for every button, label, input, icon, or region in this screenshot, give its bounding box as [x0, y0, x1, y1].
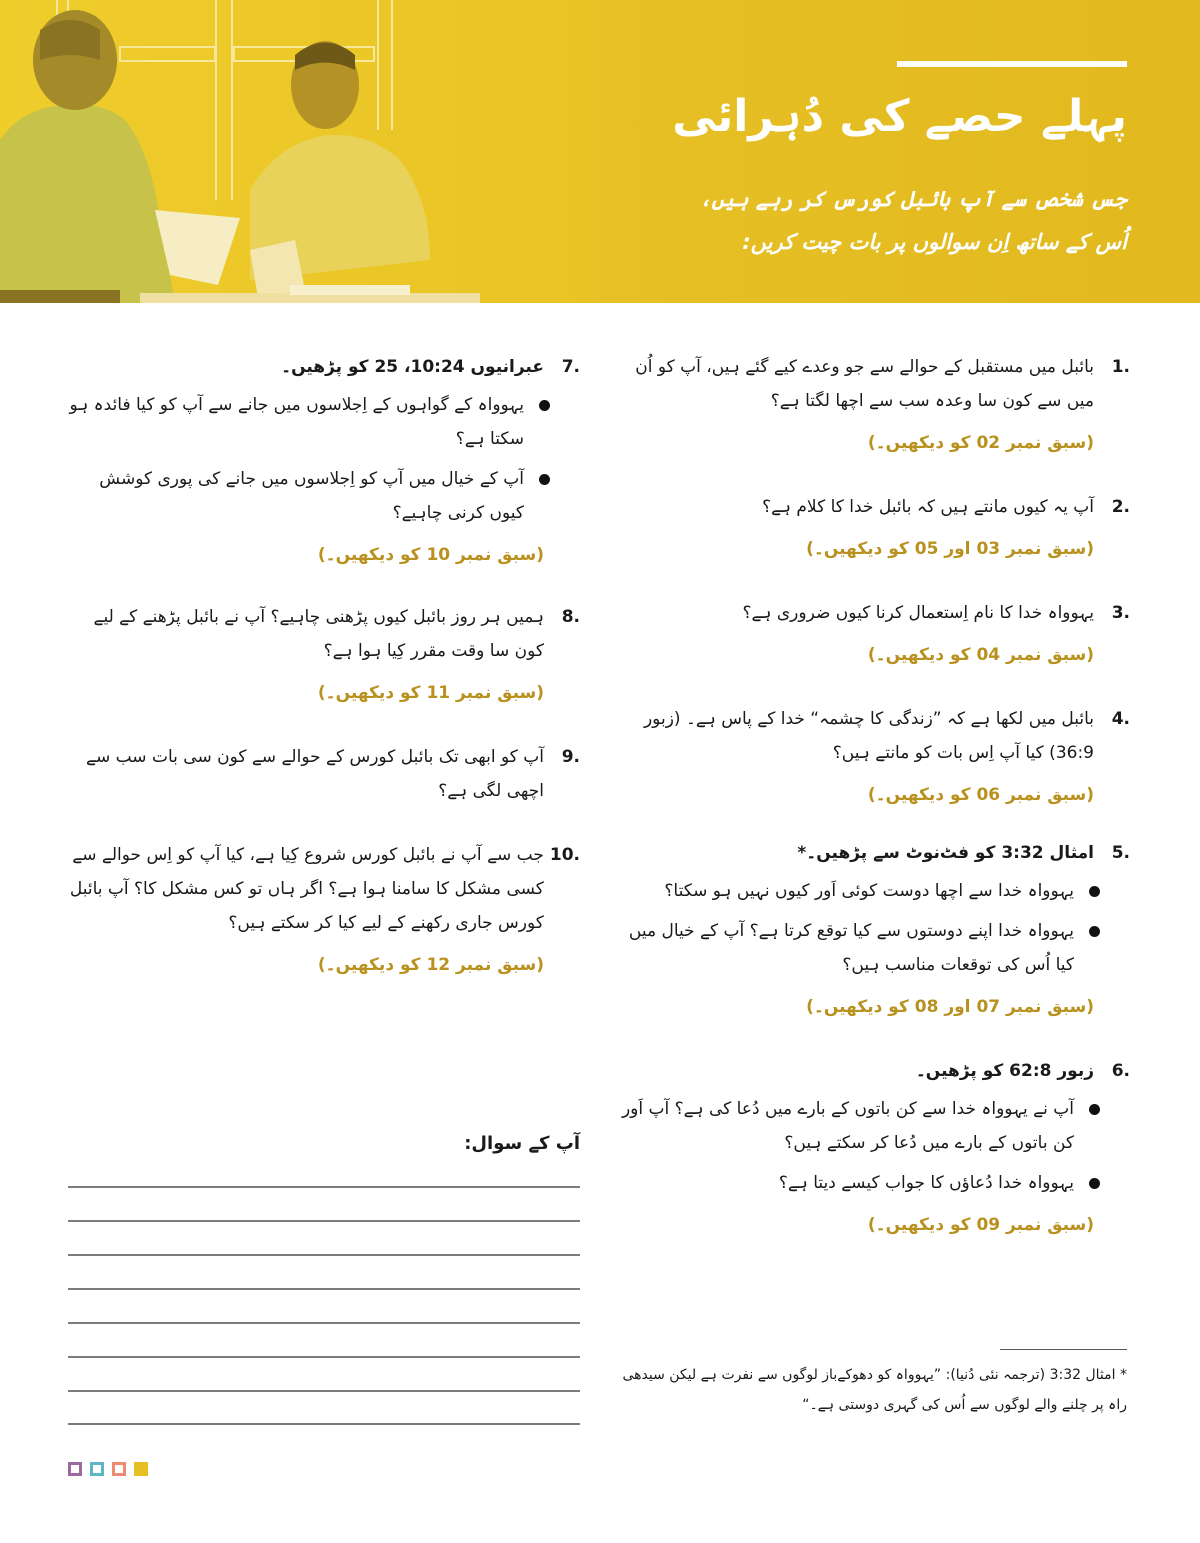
- lesson-reference: (سبق نمبر 12 کو دیکھیں۔): [317, 955, 544, 975]
- bullet-icon: [1089, 886, 1100, 897]
- question-9: [60, 740, 580, 808]
- bullet-text: یہوواہ خدا سے اچھا دوست کوئی اَور کیوں نہیں ہو سکتا؟: [664, 881, 1074, 901]
- bullet-icon: [1089, 926, 1100, 937]
- question-3: [620, 596, 1130, 672]
- lesson-reference: (سبق نمبر 03 اور 05 کو دیکھیں۔): [806, 539, 1094, 559]
- your-questions-title: آپ کے سوال:: [464, 1133, 580, 1154]
- two-men-bible-study-illustration: [0, 0, 600, 303]
- question-number: 1.: [1111, 357, 1130, 377]
- writing-line[interactable]: [68, 1390, 580, 1392]
- bullet-icon: [539, 400, 550, 411]
- question-number: 3.: [1111, 603, 1130, 623]
- writing-line[interactable]: [68, 1254, 580, 1256]
- question-text: یہوواہ خدا کا نام اِستعمال کرنا کیوں ضروری ہے؟: [742, 603, 1094, 623]
- header-banner: [0, 0, 1200, 303]
- header-rule: [897, 61, 1127, 67]
- subtitle-line-1: جس شخص سے آپ بائبل کورس کر رہے ہیں،: [699, 187, 1127, 211]
- footnote: * امثال 3:32 (ترجمہ نئی دُنیا): ”یہوواہ کو دھوکے‌باز لوگوں سے نفرت ہے لیکن سیدھی راہ پر چلنے والے لوگوں سے اُس کی گہری دوستی ہے۔“: [622, 1367, 1127, 1413]
- bullet-text: یہوواہ کے گواہوں کے اِجلاسوں میں جانے سے آپ کو کیا فائدہ ہو سکتا ہے؟: [69, 395, 524, 449]
- question-4: [620, 702, 1130, 812]
- page-title: پہلے حصے کی دُہرائی: [672, 91, 1127, 142]
- writing-line[interactable]: [68, 1322, 580, 1324]
- writing-line[interactable]: [68, 1423, 580, 1425]
- page-subtitle: [627, 178, 1127, 264]
- bullet-item: [620, 1092, 1100, 1160]
- question-5: [620, 836, 1130, 1024]
- bullet-icon: [539, 474, 550, 485]
- lesson-reference: (سبق نمبر 11 کو دیکھیں۔): [317, 683, 544, 703]
- left-column: [60, 350, 580, 1006]
- question-number: 9.: [561, 747, 580, 767]
- lesson-reference: (سبق نمبر 07 اور 08 کو دیکھیں۔): [806, 997, 1094, 1017]
- writing-line[interactable]: [68, 1220, 580, 1222]
- bullet-icon: [1089, 1104, 1100, 1115]
- question-1: [620, 350, 1130, 460]
- bullet-item: [60, 462, 550, 530]
- bullet-item: [620, 874, 1100, 908]
- question-number: 7.: [561, 357, 580, 377]
- bullet-text: آپ نے یہوواہ خدا سے کن باتوں کے بارے میں دُعا کی ہے؟ آپ اَور کن باتوں کے بارے میں دُعا کر سکتے ہیں؟: [621, 1099, 1074, 1153]
- section-square-icon-2: [90, 1462, 104, 1476]
- question-text: جب سے آپ نے بائبل کورس شروع کِیا ہے، کیا آپ کو اِس حوالے سے کسی مشکل کا سامنا ہوا ہے؟ اگر ہاں تو کس مشکل کا؟ آپ بائبل کورس جاری رکھنے کے لیے کیا کر سکتے ہیں؟: [69, 845, 544, 933]
- question-number: 8.: [561, 607, 580, 627]
- lesson-reference: (سبق نمبر 04 کو دیکھیں۔): [867, 645, 1094, 665]
- writing-line[interactable]: [68, 1288, 580, 1290]
- bullet-text: یہوواہ خدا دُعاؤں کا جواب کیسے دیتا ہے؟: [778, 1173, 1074, 1193]
- question-text: بائبل میں مستقبل کے حوالے سے جو وعدے کیے گئے ہیں، آپ کو اُن میں سے کون سا وعدہ سب سے اچھا لگتا ہے؟: [635, 357, 1094, 411]
- section-square-icon-1: [68, 1462, 82, 1476]
- lesson-reference: (سبق نمبر 09 کو دیکھیں۔): [867, 1215, 1094, 1235]
- section-square-icon-4-filled: [134, 1462, 148, 1476]
- bullet-list: [60, 388, 580, 530]
- question-text: بائبل میں لکھا ہے کہ ”زندگی کا چشمہ“ خدا کے پاس ہے۔ (زبور 36:9) کیا آپ اِس بات کو مانتے ہیں؟: [643, 709, 1094, 763]
- scripture-instruction: امثال 3:32 کو فٹ‌نوٹ سے پڑھیں۔*: [797, 843, 1094, 863]
- bullet-item: [620, 914, 1100, 982]
- bullet-item: [60, 388, 550, 456]
- bullet-list: [620, 1092, 1130, 1200]
- scripture-instruction: عبرانیوں 10:24، 25 کو پڑھیں۔: [281, 357, 544, 377]
- lesson-reference: (سبق نمبر 10 کو دیکھیں۔): [317, 545, 544, 565]
- section-indicator: [68, 1462, 148, 1476]
- question-number: 4.: [1111, 709, 1130, 729]
- question-number: 2.: [1111, 497, 1130, 517]
- question-number: 6.: [1111, 1061, 1130, 1081]
- footnote-divider: [1000, 1349, 1127, 1350]
- question-number: 10.: [549, 845, 580, 865]
- lesson-reference: (سبق نمبر 06 کو دیکھیں۔): [867, 785, 1094, 805]
- lesson-reference: (سبق نمبر 02 کو دیکھیں۔): [867, 433, 1094, 453]
- bullet-item: [620, 1166, 1100, 1200]
- question-7: [60, 350, 580, 572]
- bullet-text: یہوواہ خدا اپنے دوستوں سے کیا توقع کرتا ہے؟ آپ کے خیال میں کیا اُس کی توقعات مناسب ہیں؟: [628, 921, 1074, 975]
- right-column: [620, 350, 1130, 1266]
- subtitle-line-2: اُس کے ساتھ اِن سوالوں پر بات چیت کریں:: [742, 230, 1127, 254]
- question-text: آپ کو ابھی تک بائبل کورس کے حوالے سے کون سی بات سب سے اچھی لگی ہے؟: [86, 747, 544, 801]
- question-2: [620, 490, 1130, 566]
- scripture-instruction: زبور 62:8 کو پڑھیں۔: [915, 1061, 1094, 1081]
- writing-line[interactable]: [68, 1356, 580, 1358]
- bullet-icon: [1089, 1178, 1100, 1189]
- question-8: [60, 600, 580, 710]
- question-number: 5.: [1111, 843, 1130, 863]
- question-text: آپ یہ کیوں مانتے ہیں کہ بائبل خدا کا کلام ہے؟: [762, 497, 1094, 517]
- bullet-text: آپ کے خیال میں آپ کو اِجلاسوں میں جانے کی پوری کوشش کیوں کرنی چاہیے؟: [99, 469, 524, 523]
- question-10: [60, 838, 580, 982]
- question-text: ہمیں ہر روز بائبل کیوں پڑھنی چاہیے؟ آپ نے بائبل پڑھنے کے لیے کون سا وقت مقرر کِیا ہوا ہے؟: [93, 607, 544, 661]
- writing-line[interactable]: [68, 1186, 580, 1188]
- bullet-list: [620, 874, 1130, 982]
- section-square-icon-3: [112, 1462, 126, 1476]
- question-6: [620, 1054, 1130, 1242]
